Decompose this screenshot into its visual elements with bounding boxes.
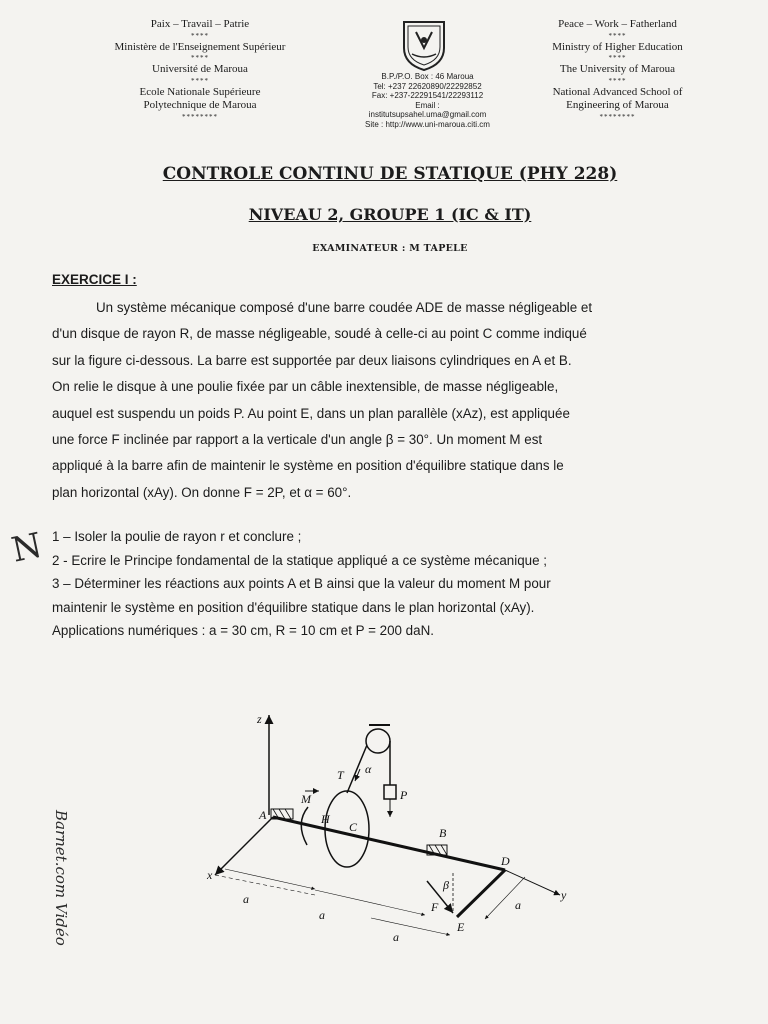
label-dim-a: a — [393, 930, 399, 944]
header-left-university: Université de Maroua — [152, 63, 248, 75]
label-alpha: α — [365, 762, 372, 776]
label-z: z — [257, 712, 262, 726]
label-beta: β — [443, 878, 449, 892]
statement-line: plan horizontal (xAy). On donne F = 2P, et α = 60°. — [52, 484, 352, 500]
label-p: P — [400, 788, 408, 802]
question-item: Applications numériques : a = 30 cm, R = 10 cm et P = 200 daN. — [52, 623, 434, 638]
label-dim-a: a — [243, 892, 249, 906]
label-x: x — [207, 868, 213, 882]
label-h: H — [321, 812, 330, 826]
label-t: T — [337, 768, 344, 782]
header-left-block: Paix – Travail – Patrie **** Ministère de l'Enseignement Supérieur **** Université de Maroua **** Ecole Nationale Supérieure Polytechnique de Maroua ******** — [95, 18, 305, 122]
mechanism-figure — [195, 705, 595, 945]
header-right-university: The University of Maroua — [559, 63, 676, 75]
margin-handwritten-mark: N — [8, 525, 46, 571]
statement-line: appliqué à la barre afin de maintenir le système en position d'équilibre statique dans le — [52, 458, 564, 474]
y-axis — [505, 870, 560, 895]
pulley — [366, 729, 390, 753]
statement-line: On relie le disque à une poulie fixée par un câble inextensible, de masse négligeable, — [52, 379, 559, 395]
exercise-statement — [52, 295, 762, 506]
bar-de — [457, 870, 505, 917]
header-left-school-1: Ecole Nationale Supérieure — [139, 85, 261, 98]
header-left-ministry: Ministère de l'Enseignement Supérieur — [114, 40, 286, 53]
label-a-point: A — [259, 808, 267, 822]
header-left-school-2: Polytechnique de Maroua — [143, 99, 257, 111]
question-item: maintenir le système en position d'équilibre statique dans le plan horizontal (xAy). — [52, 599, 535, 615]
label-m: M — [301, 792, 311, 806]
exercise-title: EXERCICE I : — [52, 272, 137, 287]
header-left-motto: Paix – Travail – Patrie — [150, 18, 250, 30]
exam-title: CONTROLE CONTINU DE STATIQUE (PHY 228) — [162, 164, 618, 184]
statement-line: d'un disque de rayon R, de masse négligeable, soudé à celle-ci au point C comme indiqué — [52, 326, 587, 342]
label-d: D — [501, 854, 510, 868]
label-dim-a: a — [515, 898, 521, 912]
statement-line: Un système mécanique composé d'une barre coudée ADE de masse négligeable et — [96, 300, 593, 315]
label-dim-a: a — [319, 908, 325, 922]
header-center-contact: B.P./P.O. Box : 46 Maroua Tel: +237 22620890/22292852 Fax: +237-22291541/22293112 Email : institutsupsahel.uma@gmail.com Site : http://www.uni-maroua.citi.cm — [365, 72, 490, 129]
question-item: 1 – Isoler la poulie de rayon r et conclure ; — [52, 529, 302, 544]
label-e: E — [457, 920, 465, 934]
weight-p — [384, 785, 396, 799]
header-right-motto: Peace – Work – Fatherland — [558, 18, 677, 30]
level-title: NIVEAU 2, GROUPE 1 (IC & IT) — [248, 205, 532, 224]
header-right-block: Peace – Work – Fatherland **** Ministry of Higher Education **** The University of Maroua **** National Advanced School of Engineering of Maroua ******** — [520, 18, 715, 122]
bar-ad — [273, 817, 505, 870]
x-axis — [215, 817, 273, 875]
cable — [347, 745, 367, 793]
question-list — [52, 525, 762, 643]
header-right-school-1: National Advanced School of — [552, 85, 683, 98]
question-item: 3 – Déterminer les réactions aux points A et B ainsi que la valeur du moment M pour — [52, 576, 551, 591]
label-y: y — [561, 888, 567, 902]
label-c: C — [349, 820, 358, 834]
statement-line: sur la figure ci-dessous. La barre est supportée par deux liaisons cylindriques en A et B. — [52, 352, 572, 368]
label-f: F — [431, 900, 439, 914]
header-right-ministry: Ministry of Higher Education — [552, 40, 683, 53]
university-logo — [398, 18, 450, 72]
statement-line: une force F inclinée par rapport a la verticale d'un angle β = 30°. Un moment M est — [52, 431, 543, 447]
header-right-school-2: Engineering of Maroua — [566, 99, 669, 111]
handwritten-side-note: Barnet.com Vidéo — [52, 810, 70, 946]
question-item: 2 - Ecrire le Principe fondamental de la statique appliqué a ce système mécanique ; — [52, 552, 547, 568]
examiner-line: EXAMINATEUR : M TAPELE — [312, 243, 468, 254]
label-b: B — [439, 826, 447, 840]
statement-line: auquel est suspendu un poids P. Au point E, dans un plan parallèle (xAz), est appliquée — [52, 405, 570, 421]
